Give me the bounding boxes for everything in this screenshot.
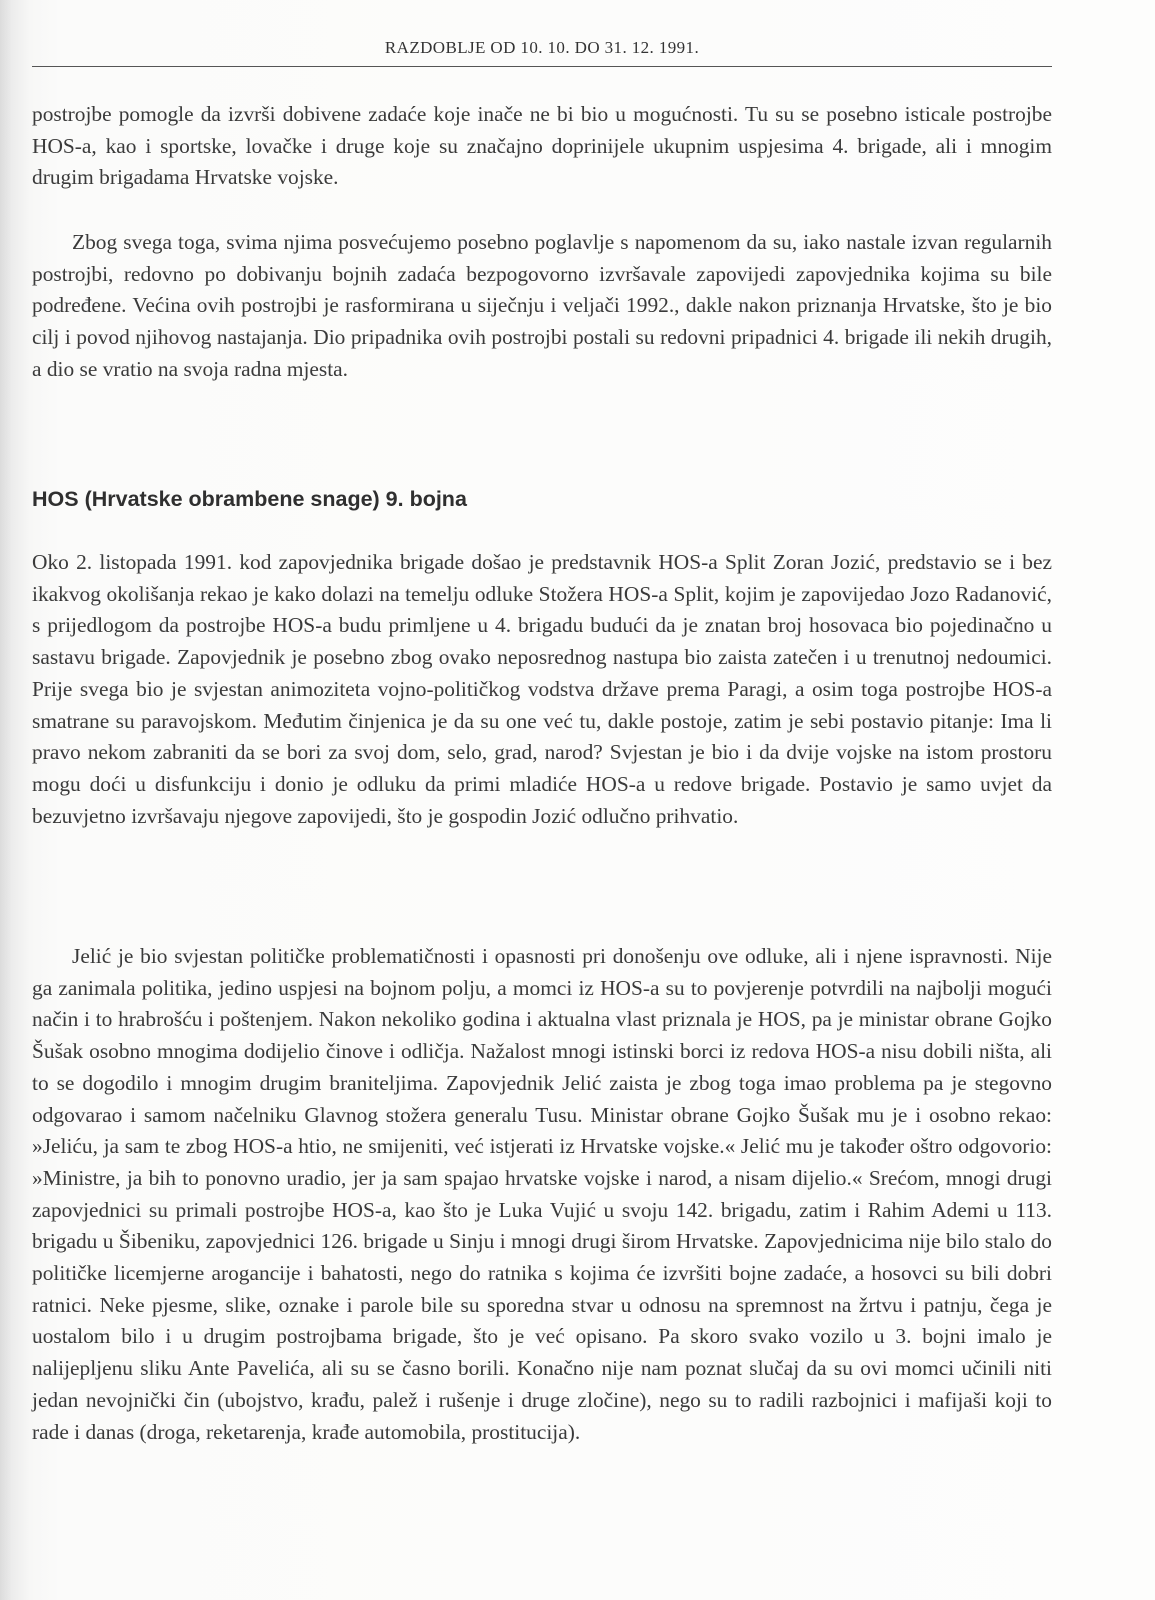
paragraph-zbog-svega: Zbog svega toga, svima njima posvećujemo posebno poglavlje s napomenom da su, iako nastale izvan regularnih postrojbi, redovno po dobivanju bojnih zadaća bezpogovorno izvršavale zapovijedi zapovjednika kojima su bile podređene. Većina ovih postrojbi je rasformirana u siječnju i veljači 1992., dakle nakon priznanja Hrvatske, što je bio cilj i povod njihovog nastajanja. Dio pripadnika ovih postrojbi postali su redovni pripadnici 4. brigade ili nekih drugih, a dio se vratio na svoja radna mjesta. bbox=[32, 230, 1052, 381]
paragraph-jelic: Jelić je bio svjestan političke problematičnosti i opasnosti pri donošenju ove odluke, ali i njene ispravnosti. Nije ga zanimala politika, jedino uspjesi na bojnom polju, a momci iz HOS-a su to povjerenje potvrdili na najbolji mogući način i to hrabrošću i poštenjem. Nakon nekoliko godina i aktualna vlast priznala je HOS, pa je ministar obrane Gojko Šušak osobno mnogima dodijelio činove i odličja. Nažalost mnogi istinski borci iz redova HOS-a nisu dobili ništa, ali to se dogodilo i mnogim drugim braniteljima. Zapovjednik Jelić zaista je zbog toga imao problema pa je stegovno odgovarao i samom načelniku Glavnog stožera generalu Tusu. Ministar obrane Gojko Šušak mu je i osobno rekao: »Jeliću, ja sam te zbog HOS-a htio, ne smijeniti, već istjerati iz Hrvatske vojske.« Jelić mu je također oštro odgovorio: »Ministre, ja bih to ponovno uradio, jer ja sam spajao hrvatske vojske i narod, a nisam dijelio.« Srećom, mnogi drugi zapovjednici su primali postrojbe HOS-a, kao što je Luka Vujić u svoju 142. brigadu, zatim i Rahim Ademi u 113. brigadu u Šibeniku, zapovjednici 126. brigade u Sinju i mnogi drugi širom Hrvatske. Zapovjednicima nije bilo stalo do političke licemjerne arogancije i bahatosti, nego do ratnika s kojima će izvršiti bojne zadaće, a hosovci su bili dobri ratnici. Neke pjesme, slike, oznake i parole bile su sporedna stvar u odnosu na spremnost na žrtvu i patnju, čega je uostalom bilo i u drugim postrojbama brigade, što je već opisano. Pa skoro svako vozilo u 3. bojni imalo je nalijepljenu sliku Ante Pavelića, ali su se časno borili. Konačno nije nam poznat slučaj da su ovi momci učinili niti jedan nevojnički čin (ubojstvo, krađu, palež i rušenje i druge zločine), nego su to radili razbojnici i mafijaši koji to rade i danas (droga, reketarenja, krađe automobila, prostitucija). bbox=[32, 944, 1052, 1444]
header-rule bbox=[32, 66, 1052, 67]
paragraph-continuation: postrojbe pomogle da izvrši dobivene zadaće koje inače ne bi bio u mogućnosti. Tu su se posebno isticale postrojbe HOS-a, kao i sportske, lovačke i druge koje su značajno doprinijele ukupnim uspjesima 4. brigade, ali i mnogim drugim brigadama Hrvatske vojske. bbox=[32, 102, 1052, 190]
section-heading: HOS (Hrvatske obrambene snage) 9. bojna bbox=[32, 487, 467, 511]
paragraph-oko-listopada: Oko 2. listopada 1991. kod zapovjednika brigade došao je predstavnik HOS-a Split Zoran Jozić, predstavio se i bez ikakvog okolišanja rekao je kako dolazi na temelju odluke Stožera HOS-a Split, kojim je zapovijedao Jozo Radanović, s prijedlogom da postrojbe HOS-a budu primljene u 4. brigadu budući da je znatan broj hosovaca bio pojedinačno u sastavu brigade. Zapovjednik je posebno zbog ovako neposrednog nastupa bio zaista zatečen i u trenutnoj nedoumici. Prije svega bio je svjestan animoziteta vojno-političkog vodstva države prema Paragi, a osim toga postrojbe HOS-a smatrane su paravojskom. Međutim činjenica je da su one već tu, dakle postoje, zatim je sebi postavio pitanje: Ima li pravo nekom zabraniti da se bori za svoj dom, selo, grad, narod? Svjestan je bio i da dvije vojske na istom prostoru mogu doći u disfunkciju i donio je odluku da primi mladiće HOS-a u redove brigade. Postavio je samo uvjet da bezuvjetno izvršavaju njegove zapovijedi, što je gospodin Jozić odlučno prihvatio. bbox=[32, 550, 1052, 828]
running-header: RAZDOBLJE OD 10. 10. DO 31. 12. 1991. bbox=[384, 38, 700, 57]
